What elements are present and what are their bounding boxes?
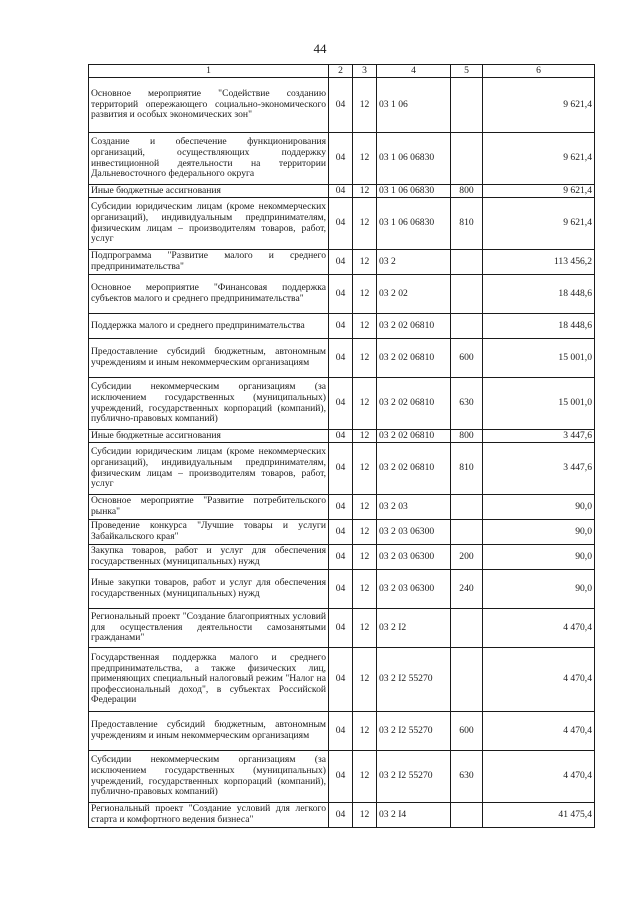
row-amount: 15 001,0 xyxy=(483,339,595,378)
row-expense-type xyxy=(451,275,483,314)
row-expense-type: 800 xyxy=(451,430,483,443)
row-subsection: 12 xyxy=(353,275,377,314)
row-amount: 18 448,6 xyxy=(483,275,595,314)
table-row xyxy=(89,185,595,198)
row-subsection: 12 xyxy=(353,339,377,378)
row-name: Региональный проект "Создание благоприятных условий для осуществления деятельности самозанятыми гражданами" xyxy=(89,609,329,648)
row-target-code: 03 2 03 06300 xyxy=(377,545,451,570)
row-name: Иные бюджетные ассигнования xyxy=(89,430,329,443)
table-row xyxy=(89,803,595,828)
row-section: 04 xyxy=(329,520,353,545)
table-row xyxy=(89,712,595,751)
row-target-code: 03 2 xyxy=(377,250,451,275)
row-section: 04 xyxy=(329,78,353,133)
row-target-code: 03 2 03 xyxy=(377,495,451,520)
row-subsection: 12 xyxy=(353,648,377,712)
column-header-subsection: 3 xyxy=(353,65,377,78)
row-target-code: 03 2 03 06300 xyxy=(377,520,451,545)
row-expense-type xyxy=(451,314,483,339)
table-row xyxy=(89,443,595,495)
row-target-code: 03 2 02 xyxy=(377,275,451,314)
row-name: Основное мероприятие "Развитие потребительского рынка" xyxy=(89,495,329,520)
row-target-code: 03 1 06 06830 xyxy=(377,185,451,198)
row-name: Субсидии юридическим лицам (кроме некоммерческих организаций), индивидуальным предпринимателям, физическим лицам – производителям товаров, работ, услуг xyxy=(89,443,329,495)
row-target-code: 03 2 02 06810 xyxy=(377,314,451,339)
row-subsection: 12 xyxy=(353,314,377,339)
row-target-code: 03 2 I4 xyxy=(377,803,451,828)
row-section: 04 xyxy=(329,430,353,443)
row-expense-type xyxy=(451,520,483,545)
row-section: 04 xyxy=(329,712,353,751)
row-subsection: 12 xyxy=(353,198,377,250)
column-header-section: 2 xyxy=(329,65,353,78)
row-subsection: 12 xyxy=(353,430,377,443)
row-section: 04 xyxy=(329,803,353,828)
row-target-code: 03 1 06 06830 xyxy=(377,133,451,185)
row-section: 04 xyxy=(329,250,353,275)
row-target-code: 03 2 02 06810 xyxy=(377,430,451,443)
row-section: 04 xyxy=(329,185,353,198)
row-name: Основное мероприятие "Финансовая поддержка субъектов малого и среднего предпринимательства" xyxy=(89,275,329,314)
row-section: 04 xyxy=(329,570,353,609)
table-row xyxy=(89,495,595,520)
row-name: Создание и обеспечение функционирования организаций, осуществляющих поддержку инвестиционной деятельности на территории Дальневосточного федерального округа xyxy=(89,133,329,185)
row-amount: 4 470,4 xyxy=(483,712,595,751)
table-row xyxy=(89,275,595,314)
row-subsection: 12 xyxy=(353,609,377,648)
row-section: 04 xyxy=(329,751,353,803)
row-amount: 18 448,6 xyxy=(483,314,595,339)
table-row xyxy=(89,430,595,443)
row-expense-type: 800 xyxy=(451,185,483,198)
row-subsection: 12 xyxy=(353,378,377,430)
row-expense-type: 630 xyxy=(451,751,483,803)
row-expense-type xyxy=(451,78,483,133)
row-amount: 3 447,6 xyxy=(483,443,595,495)
row-name: Иные закупки товаров, работ и услуг для обеспечения государственных (муниципальных) нужд xyxy=(89,570,329,609)
page-number: 44 xyxy=(313,41,327,56)
table-row xyxy=(89,520,595,545)
column-header-amount: 6 xyxy=(483,65,595,78)
row-expense-type: 810 xyxy=(451,198,483,250)
budget-table xyxy=(88,64,595,828)
row-amount: 113 456,2 xyxy=(483,250,595,275)
row-expense-type xyxy=(451,648,483,712)
row-subsection: 12 xyxy=(353,443,377,495)
row-target-code: 03 1 06 xyxy=(377,78,451,133)
row-expense-type xyxy=(451,133,483,185)
row-name: Предоставление субсидий бюджетным, автономным учреждениям и иным некоммерческим организациям xyxy=(89,712,329,751)
row-amount: 9 621,4 xyxy=(483,198,595,250)
row-amount: 4 470,4 xyxy=(483,648,595,712)
table-row xyxy=(89,751,595,803)
table-header-row xyxy=(89,65,595,78)
row-section: 04 xyxy=(329,609,353,648)
row-subsection: 12 xyxy=(353,803,377,828)
row-target-code: 03 2 I2 55270 xyxy=(377,648,451,712)
column-header-target-code: 4 xyxy=(377,65,451,78)
row-target-code: 03 2 02 06810 xyxy=(377,443,451,495)
row-section: 04 xyxy=(329,275,353,314)
row-section: 04 xyxy=(329,339,353,378)
row-name: Основное мероприятие "Содействие созданию территорий опережающего социально-экономического развития и особых экономических зон" xyxy=(89,78,329,133)
row-amount: 90,0 xyxy=(483,495,595,520)
row-section: 04 xyxy=(329,378,353,430)
row-expense-type: 810 xyxy=(451,443,483,495)
row-amount: 9 621,4 xyxy=(483,78,595,133)
table-row xyxy=(89,570,595,609)
row-subsection: 12 xyxy=(353,545,377,570)
row-subsection: 12 xyxy=(353,250,377,275)
row-section: 04 xyxy=(329,495,353,520)
row-amount: 3 447,6 xyxy=(483,430,595,443)
row-expense-type: 240 xyxy=(451,570,483,609)
row-name: Субсидии некоммерческим организациям (за исключением государственных (муниципальных) учреждений, государственных корпораций (компаний), публично-правовых компаний) xyxy=(89,378,329,430)
table-row xyxy=(89,198,595,250)
row-amount: 9 621,4 xyxy=(483,185,595,198)
row-section: 04 xyxy=(329,545,353,570)
row-subsection: 12 xyxy=(353,570,377,609)
row-name: Государственная поддержка малого и среднего предпринимательства, а также физических лиц, применяющих специальный налоговый режим "Налог на профессиональный доход", в субъектах Российской Федерации xyxy=(89,648,329,712)
row-name: Региональный проект "Создание условий для легкого старта и комфортного ведения бизнеса" xyxy=(89,803,329,828)
row-section: 04 xyxy=(329,648,353,712)
row-name: Иные бюджетные ассигнования xyxy=(89,185,329,198)
table-row xyxy=(89,250,595,275)
row-name: Предоставление субсидий бюджетным, автономным учреждениям и иным некоммерческим организациям xyxy=(89,339,329,378)
row-subsection: 12 xyxy=(353,712,377,751)
table-row xyxy=(89,648,595,712)
row-expense-type: 600 xyxy=(451,339,483,378)
row-expense-type xyxy=(451,803,483,828)
row-name: Субсидии некоммерческим организациям (за исключением государственных (муниципальных) учреждений, государственных корпораций (компаний), публично-правовых компаний) xyxy=(89,751,329,803)
table-row xyxy=(89,78,595,133)
row-section: 04 xyxy=(329,133,353,185)
row-section: 04 xyxy=(329,198,353,250)
table-row xyxy=(89,314,595,339)
row-target-code: 03 1 06 06830 xyxy=(377,198,451,250)
row-section: 04 xyxy=(329,443,353,495)
row-name: Закупка товаров, работ и услуг для обеспечения государственных (муниципальных) нужд xyxy=(89,545,329,570)
row-name: Подпрограмма "Развитие малого и среднего предпринимательства" xyxy=(89,250,329,275)
table-row xyxy=(89,545,595,570)
row-subsection: 12 xyxy=(353,520,377,545)
row-subsection: 12 xyxy=(353,185,377,198)
row-target-code: 03 2 02 06810 xyxy=(377,339,451,378)
row-subsection: 12 xyxy=(353,751,377,803)
column-header-expense-type: 5 xyxy=(451,65,483,78)
row-amount: 90,0 xyxy=(483,520,595,545)
row-target-code: 03 2 03 06300 xyxy=(377,570,451,609)
row-subsection: 12 xyxy=(353,133,377,185)
row-expense-type: 200 xyxy=(451,545,483,570)
row-expense-type xyxy=(451,495,483,520)
row-name: Поддержка малого и среднего предпринимательства xyxy=(89,314,329,339)
row-target-code: 03 2 02 06810 xyxy=(377,378,451,430)
row-amount: 90,0 xyxy=(483,545,595,570)
column-header-name: 1 xyxy=(89,65,329,78)
row-amount: 4 470,4 xyxy=(483,609,595,648)
table-row xyxy=(89,609,595,648)
row-amount: 15 001,0 xyxy=(483,378,595,430)
row-subsection: 12 xyxy=(353,78,377,133)
row-expense-type xyxy=(451,609,483,648)
row-expense-type: 600 xyxy=(451,712,483,751)
table-row xyxy=(89,339,595,378)
row-amount: 41 475,4 xyxy=(483,803,595,828)
row-amount: 9 621,4 xyxy=(483,133,595,185)
table-row xyxy=(89,378,595,430)
row-expense-type: 630 xyxy=(451,378,483,430)
row-amount: 90,0 xyxy=(483,570,595,609)
table-row xyxy=(89,133,595,185)
row-target-code: 03 2 I2 55270 xyxy=(377,712,451,751)
row-amount: 4 470,4 xyxy=(483,751,595,803)
row-target-code: 03 2 I2 xyxy=(377,609,451,648)
row-expense-type xyxy=(451,250,483,275)
row-section: 04 xyxy=(329,314,353,339)
row-subsection: 12 xyxy=(353,495,377,520)
row-name: Проведение конкурса "Лучшие товары и услуги Забайкальского края" xyxy=(89,520,329,545)
row-name: Субсидии юридическим лицам (кроме некоммерческих организаций), индивидуальным предпринимателям, физическим лицам – производителям товаров, работ, услуг xyxy=(89,198,329,250)
row-target-code: 03 2 I2 55270 xyxy=(377,751,451,803)
